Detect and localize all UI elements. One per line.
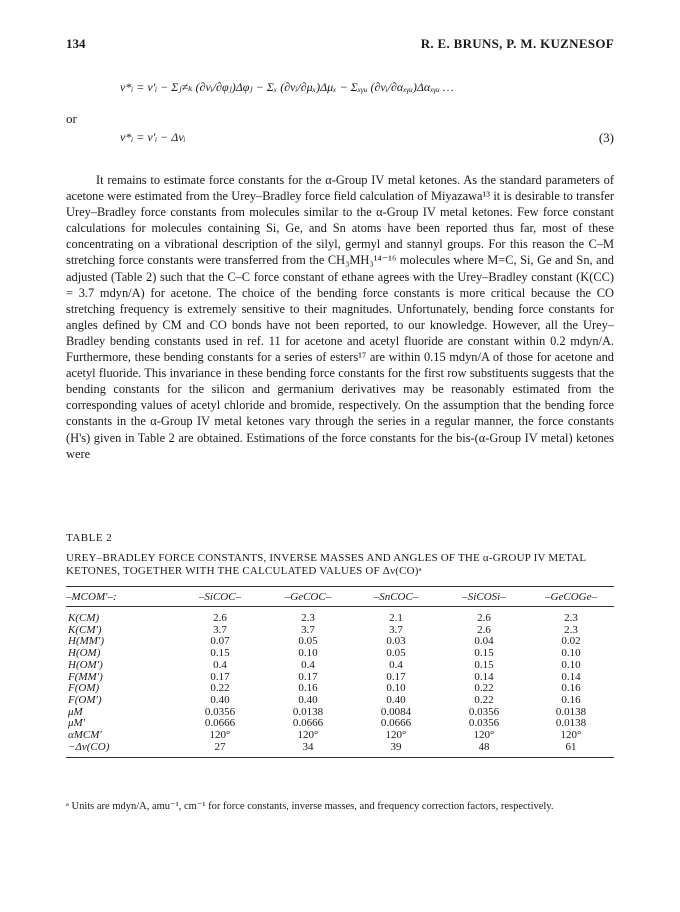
table-cell: 0.16 (561, 693, 581, 706)
table-cell: 0.15 (474, 647, 494, 660)
equation-number: (3) (598, 130, 614, 145)
row-label: F(OM) (68, 682, 100, 695)
table-cell: 0.15 (210, 647, 230, 660)
table-cell: 0.17 (386, 670, 406, 683)
table-row (66, 707, 614, 719)
table-cell: 2.1 (389, 612, 403, 624)
table-cell: 0.0666 (204, 717, 236, 730)
force-constant-table (66, 586, 614, 758)
table-cell: 0.22 (210, 682, 230, 695)
table-cell: 120° (473, 729, 495, 742)
table-cell: 0.02 (561, 635, 581, 648)
table-cell: 2.6 (213, 612, 227, 624)
table-caption: UREY–BRADLEY FORCE CONSTANTS, INVERSE MASSES AND ANGLES OF THE α-GROUP IV METAL KETONES, TOGETHER WITH THE CALCULATED VALUES OF Δν(CO)ᵃ (66, 552, 586, 577)
column-header: –MCOM′–: (66, 587, 176, 607)
table-cell: 0.0666 (380, 717, 412, 730)
table-cell: 0.0356 (468, 717, 500, 730)
table-cell: 3.7 (389, 623, 403, 636)
table-cell: 0.05 (298, 635, 318, 648)
table-cell: 2.3 (564, 612, 578, 624)
table-row (66, 607, 614, 625)
table-cell: 0.40 (298, 693, 318, 706)
table-cell: 0.22 (474, 693, 494, 706)
table-cell: 3.7 (301, 623, 315, 636)
table-cell: 27 (176, 742, 264, 758)
equation-expansion: ν*ᵢ = ν′ᵢ − Σⱼ≠ₖ (∂νᵢ/∂φⱼ)Δφⱼ − Σₓ (∂νᵢ/∂μₓ)Δμₓ − Σₓᵧᵤ (∂νᵢ/∂αₓᵧᵤ)Δαₓᵧᵤ … (120, 80, 454, 94)
table-cell: 120° (297, 729, 319, 742)
table-label: TABLE 2 (66, 532, 113, 544)
table-cell: 0.4 (389, 658, 403, 671)
table-cell: 0.04 (474, 635, 494, 648)
row-label: μM′ (68, 717, 86, 730)
column-header: –GeCOC– (264, 587, 352, 607)
table-cell: 0.10 (561, 658, 581, 671)
table-row (66, 660, 614, 672)
table-cell: 48 (440, 742, 528, 758)
row-label: F(MM′) (68, 670, 103, 683)
table-row (66, 730, 614, 742)
table-cell: 0.0084 (380, 705, 412, 718)
page-header (66, 36, 614, 52)
body-paragraph: It remains to estimate force constants for the α-Group IV metal ketones. As the standard parameters of acetone were estimated from the Urey–Bradley force field calculation of Miyazawa¹³ it is desirable to transfer Urey–Bradley force constants from molecules similar to the α-Group IV metal ketones. Few force constant calculations for molecules containing Si, Ge, and Sn atoms have been reported thus far, most of these concentrating on a vibrational description of the silyl, germyl and stannyl groups. For this reason the C–M stretching force constants were transferred from the CH₃MH₃¹⁴⁻¹⁶ molecules where M=C, Si, Ge and Sn, and adjusted (Table 2) such that the C–C force constant of ethane agrees with the Urey–Bradley constant (K(CC) = 3.7 mdyn/A) for acetone. The choice of the bending force constants is more critical because the CO stretching frequency is extremely sensitive to their magnitudes. Unfortunately, bending force constants for angles defined by CM and CO bonds have not been reported, to our knowledge. However, all the Urey–Bradley bending constants used in ref. 11 for acetone and acetyl fluoride are constant within 0.2 mdyn/A. Furthermore, these bending constants for a series of esters¹⁷ are within 0.15 mdyn/A of those for acetone and acetyl fluoride. This invariance in these bending force constants for the first row substituents suggests that the bending constants for the silicon and germanium derivatives may be reasonably estimated from the corresponding values of acetyl chloride and bromide, respectively. On the assumption that the bending force constants in the α-Group IV metal ketones vary through the series in a regular manner, the force constants (H's) given in Table 2 are obtained. Estimations of the force constants for the bis-(α-Group IV metal) ketones were (66, 173, 614, 461)
table-row (66, 625, 614, 637)
table-cell: 0.03 (386, 635, 406, 648)
table-cell: 120° (385, 729, 407, 742)
table-cell: 0.4 (213, 658, 227, 671)
row-label: F(OM′) (68, 693, 102, 706)
row-label: −Δν(CO) (66, 742, 176, 758)
table-row (66, 683, 614, 695)
table-row (66, 742, 614, 758)
table-cell: 0.0356 (468, 705, 500, 718)
table-cell: 0.22 (474, 682, 494, 695)
equation-3: ν*ᵢ = ν′ᵢ − Δνᵢ (120, 130, 186, 144)
table-cell: 0.16 (561, 682, 581, 695)
table-cell: 0.16 (298, 682, 318, 695)
table-cell: 120° (560, 729, 582, 742)
table-cell: 61 (528, 742, 614, 758)
row-label: H(OM) (68, 647, 101, 660)
row-label: H(OM′) (68, 658, 103, 671)
table-cell: 120° (209, 729, 231, 742)
table-cell: 0.40 (210, 693, 230, 706)
column-header: –GeCOGe– (528, 587, 614, 607)
table-cell: 2.3 (564, 623, 578, 636)
table-cell: 0.0138 (555, 717, 587, 730)
table-cell: 0.14 (561, 670, 581, 683)
table-row (66, 695, 614, 707)
or-connector: or (66, 111, 77, 126)
table-header-row (66, 587, 614, 607)
table-cell: 0.10 (561, 647, 581, 660)
table-cell: 0.10 (386, 682, 406, 695)
table-cell: 0.0356 (204, 705, 236, 718)
table-row (66, 648, 614, 660)
row-label: K(CM) (68, 612, 100, 624)
table-cell: 0.07 (210, 635, 230, 648)
table-cell: 0.4 (301, 658, 315, 671)
column-header: –SiCOC– (176, 587, 264, 607)
table-cell: 3.7 (213, 623, 227, 636)
table-cell: 0.10 (298, 647, 318, 660)
table-cell: 0.14 (474, 670, 494, 683)
body-text (66, 172, 614, 462)
table-cell: 2.6 (477, 612, 491, 624)
table-cell: 39 (352, 742, 440, 758)
table-cell: 0.17 (298, 670, 318, 683)
column-header: –SiCOSi– (440, 587, 528, 607)
table-row (66, 636, 614, 648)
table-row (66, 718, 614, 730)
table-footnote: ᵃ Units are mdyn/A, amu⁻¹, cm⁻¹ for force constants, inverse masses, and frequency correction factors, respectively. (66, 801, 554, 812)
table-cell: 0.0666 (292, 717, 324, 730)
row-label: αMCM′ (68, 729, 102, 742)
table-cell: 34 (264, 742, 352, 758)
row-label: H(MM′) (68, 635, 105, 648)
table-cell: 2.6 (477, 623, 491, 636)
table-cell: 0.40 (386, 693, 406, 706)
table-cell: 0.15 (474, 658, 494, 671)
running-head-authors: R. E. BRUNS, P. M. KUZNESOF (420, 36, 614, 51)
row-label: K(CM′) (68, 623, 102, 636)
table-row (66, 672, 614, 684)
table-cell: 2.3 (301, 612, 315, 624)
column-header: –SnCOC– (352, 587, 440, 607)
table-cell: 0.0138 (555, 705, 587, 718)
table-cell: 0.0138 (292, 705, 324, 718)
table-cell: 0.17 (210, 670, 230, 683)
row-label: μM (68, 705, 83, 718)
table-cell: 0.05 (386, 647, 406, 660)
page-number: 134 (66, 36, 86, 51)
